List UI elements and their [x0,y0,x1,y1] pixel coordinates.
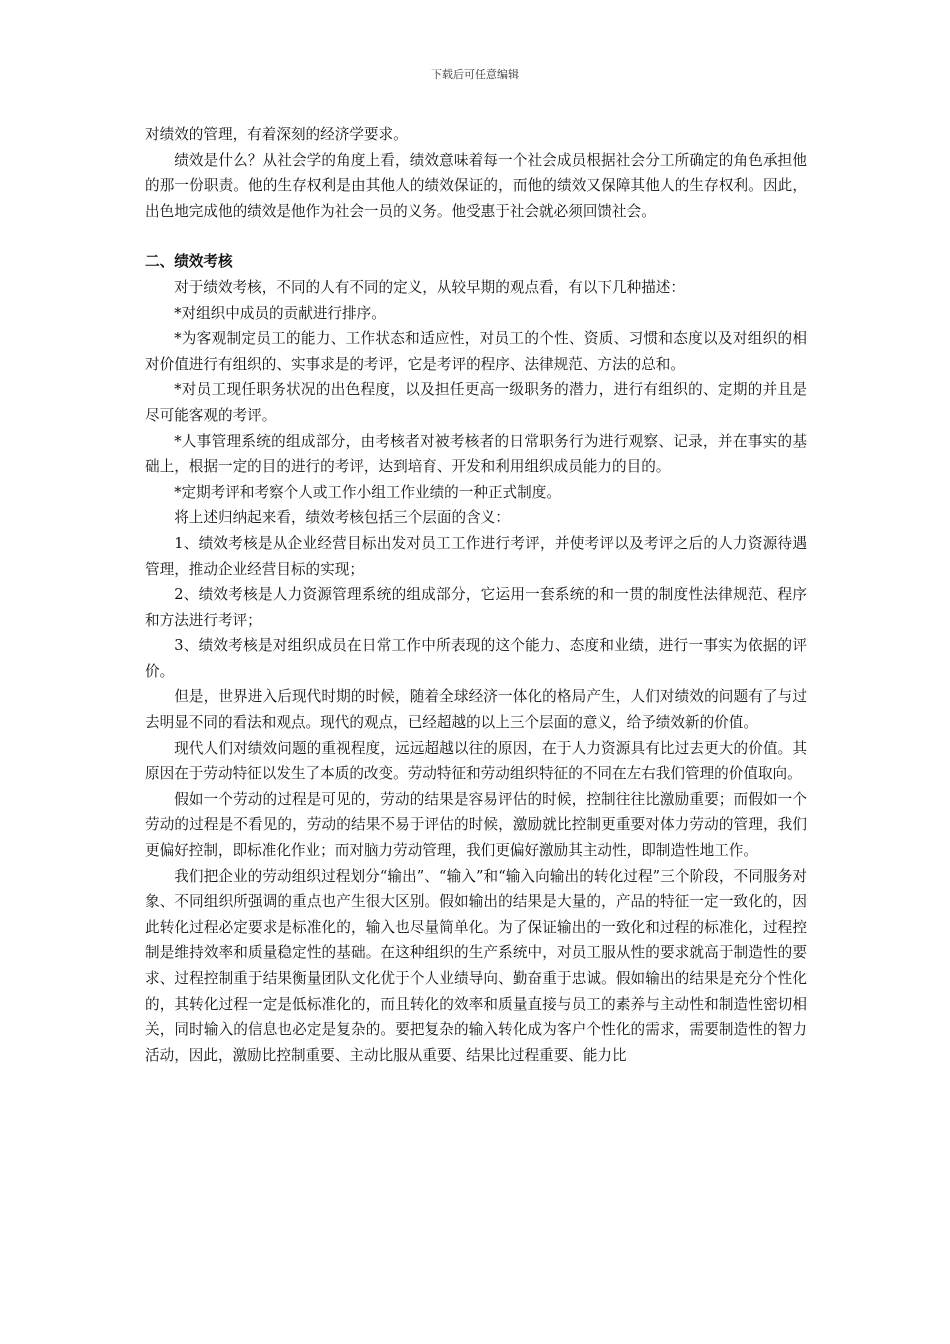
paragraph: *对员工现任职务状况的出色程度，以及担任更高一级职务的潜力，进行有组织的、定期的并且是尽可能客观的考评。 [145,381,807,424]
paragraph: 对绩效的管理，有着深刻的经济学要求。 [145,126,408,143]
paragraph: 但是，世界进入后现代时期的时候，随着全球经济一体化的格局产生，人们对绩效的问题有了与过去明显不同的看法和观点。现代的观点，已经超越的以上三个层面的意义，给予绩效新的价值。 [145,688,807,732]
paragraph: 将上述归纳起来看，绩效考核包括三个层面的含义： [174,509,510,527]
paragraph: 假如一个劳动的过程是可见的，劳动的结果是容易评估的时候，控制往往比激励重要；而假如一个劳动的过程是不看见的，劳动的结果不易于评估的时候，激励就比控制更重要对体力劳动的管理，我们更偏好控制，即标准化作业；而对脑力劳动管理，我们更偏好激励其主动性，即制造性地工作。 [145,790,807,860]
paragraph: 2、绩效考核是人力资源管理系统的组成部分，它运用一套系统的和一贯的制度性法律规范、程序和方法进行考评； [145,586,807,629]
paragraph: 现代人们对绩效问题的重视程度，远远超越以往的原因，在于人力资源具有比过去更大的价值。其原因在于劳动特征以发生了本质的改变。劳动特征和劳动组织特征的不同在左右我们管理的价值取向。 [145,739,807,783]
paragraph: 3、绩效考核是对组织成员在日常工作中所表现的这个能力、态度和业绩，进行一事实为依据的评价。 [145,637,807,680]
paragraph: *对组织中成员的贡献进行排序。 [174,304,386,322]
paragraph: *定期考评和考察个人或工作小组工作业绩的一种正式制度。 [174,483,561,501]
paragraph: 绩效是什么？从社会学的角度上看，绩效意味着每一个社会成员根据社会分工所确定的角色承担他的那一份职责。他的生存权利是由其他人的绩效保证的，而他的绩效又保障其他人的生存权利。因此，出色地完成他的绩效是他作为社会一员的义务。他受惠于社会就必须回馈社会。 [145,151,807,220]
blank-line [145,224,807,249]
paragraph: 1、绩效考核是从企业经营目标出发对员工工作进行考评，并使考评以及考评之后的人力资源待遇管理，推动企业经营目标的实现； [145,534,807,578]
paragraph: *为客观制定员工的能力、工作状态和适应性，对员工的个性、资质、习惯和态度以及对组织的相对价值进行有组织的、实事求是的考评，它是考评的程序、法律规范、方法的总和。 [145,330,807,373]
page-header: 下载后可任意编辑 [431,68,519,81]
document-body [145,122,807,1068]
paragraph: 对于绩效考核，不同的人有不同的定义，从较早期的观点看，有以下几种描述： [174,278,685,296]
section-heading: 二、绩效考核 [145,253,233,271]
paragraph: *人事管理系统的组成部分，由考核者对被考核者的日常职务行为进行观察、记录，并在事实的基础上，根据一定的目的进行的考评，达到培育、开发和利用组织成员能力的目的。 [145,432,807,476]
paragraph: 我们把企业的劳动组织过程划分“输出”、“输入”和“输入向输出的转化过程”三个阶段，不同服务对象、不同组织所强调的重点也产生很大区别。假如输出的结果是大量的，产品的特征一定一致化的，因此转化过程必定要求是标准化的，输入也尽量简单化。为了保证输出的一致化和过程的标准化，过程控制是维持效率和质量稳定性的基础。在这种组织的生产系统中，对员工服从性的要求就高于制造性的要求、过程控制重于结果衡量团队文化优于个人业绩导向、勤奋重于忠诚。假如输出的结果是充分个性化的，其转化过程一定是低标准化的，而且转化的效率和质量直接与员工的素养与主动性和制造性密切相关，同时输入的信息也必定是复杂的。要把复杂的输入转化成为客户个性化的需求，需要制造性的智力活动，因此，激励比控制重要、主动比服从重要、结果比过程重要、能力比 [145,867,807,1064]
